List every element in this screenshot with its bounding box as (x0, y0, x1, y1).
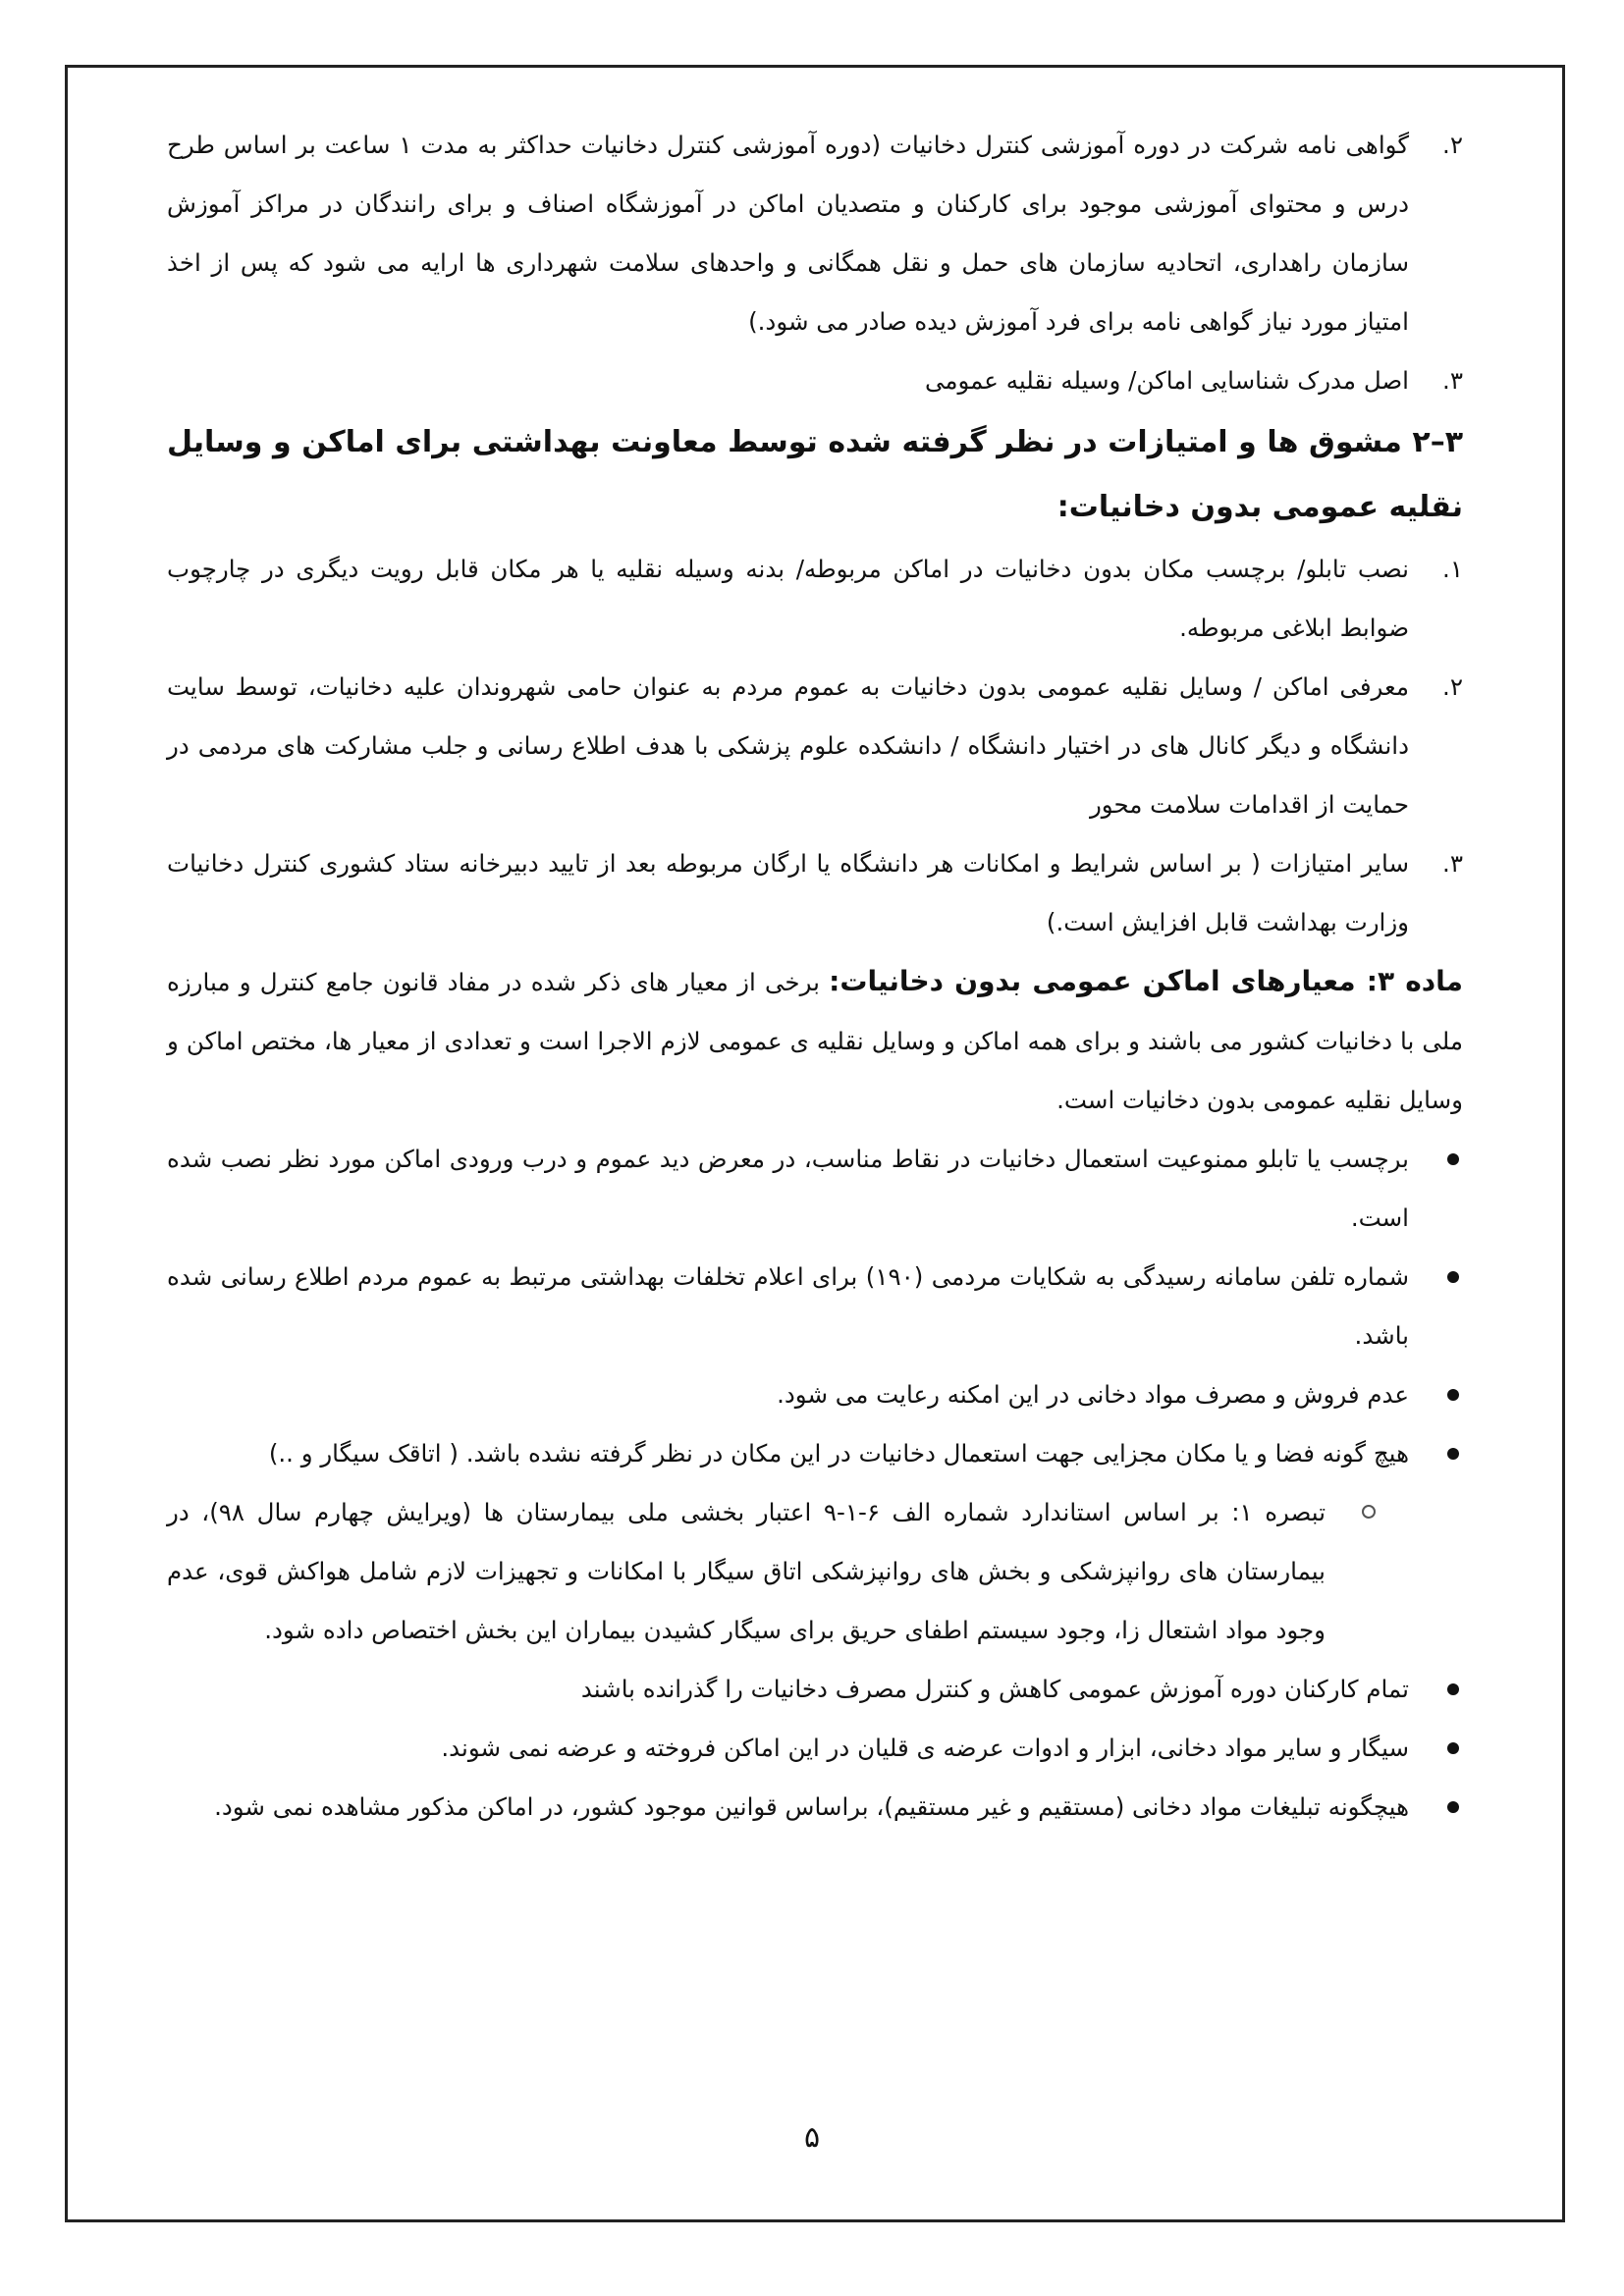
item-number: ۲. (1442, 672, 1463, 701)
bullet-text: هیچگونه تبلیغات مواد دخانی (مستقیم و غیر مستقیم)، براساس قوانین موجود کشور، در اماکن مذکور مشاهده نمی شود. (214, 1792, 1409, 1821)
document-body (167, 116, 1463, 1837)
item-text: سایر امتیازات ( بر اساس شرایط و امکانات هر دانشگاه یا ارگان مربوطه بعد از تایید دبیرخانه ستاد کشوری کنترل دخانیات وزارت بهداشت قابل افزایش است.) (167, 849, 1409, 936)
item-text: نصب تابلو/ برچسب مکان بدون دخانیات در اماکن مربوطه/ بدنه وسیله نقلیه یا هر مکان قابل رویت دیگری در چارچوب ضوابط ابلاغی مربوطه. (167, 555, 1409, 642)
bullet-icon (1447, 1448, 1459, 1460)
bullet-text: تمام کارکنان دوره آموزش عمومی کاهش و کنترل مصرف دخانیات را گذرانده باشند (580, 1675, 1409, 1703)
note-text: تبصره ۱: بر اساس استاندارد شماره الف ۶-۱-۹ اعتبار بخشی ملی بیمارستان ها (ویرایش چهارم سال ۹۸)، در بیمارستان های روانپزشکی و بخش های روانپزشکی اتاق سیگار با امکانات و تجهیزات لازم شامل هواکش قوی، عدم وجود مواد اشتعال زا، وجود سیستم اطفای حریق برای سیگار کشیدن بیماران این بخش اختصاص داده شود. (167, 1498, 1326, 1644)
prev-list-item-3 (167, 351, 1463, 410)
item-number: ۳. (1442, 849, 1463, 878)
prev-list-item-2 (167, 116, 1463, 351)
item-number: ۱. (1442, 555, 1463, 583)
bullet-text: هیچ گونه فضا و یا مکان مجزایی جهت استعمال دخانیات در این مکان در نظر گرفته نشده باشد. ( اتاقک سیگار و ..) (268, 1439, 1409, 1468)
section-heading-incentives: ۳–۲ مشوق ها و امتیازات در نظر گرفته شده توسط معاونت بهداشتی برای اماکن و وسایل نقلیه عمومی بدون دخانیات: (167, 425, 1463, 524)
bullet-icon (1447, 1801, 1459, 1813)
bullet-text: شماره تلفن سامانه رسیدگی به شکایات مردمی (۱۹۰) برای اعلام تخلفات بهداشتی مرتبط به عموم مردم اطلاع رسانی شده باشد. (167, 1262, 1409, 1350)
incentive-item-1 (167, 540, 1463, 658)
bullet-icon (1447, 1742, 1459, 1754)
circle-bullet-icon (1362, 1505, 1376, 1519)
item-text: اصل مدرک شناسایی اماکن/ وسیله نقلیه عمومی (924, 366, 1409, 395)
page-number: ۵ (803, 2120, 821, 2155)
bullet-text: سیگار و سایر مواد دخانی، ابزار و ادوات عرضه ی قلیان در این اماکن فروخته و عرضه نمی شوند. (441, 1734, 1409, 1762)
criteria-bullet (167, 1424, 1463, 1483)
item-text: گواهی نامه شرکت در دوره آموزشی کنترل دخانیات (دوره آموزشی کنترل دخانیات حداکثر به مدت ۱ ساعت بر اساس طرح درس و محتوای آموزشی موجود برای کارکنان و متصدیان اماکن در آموزشگاه اصناف و برای رانندگان در مراکز آموزش سازمان راهداری، اتحادیه سازمان های حمل و نقل همگانی و واحدهای سلامت شهرداری ها ارایه می شود که پس از اخذ امتیاز مورد نیاز گواهی نامه برای فرد آموزش دیده صادر می شود.) (167, 131, 1409, 336)
article-3-title: ماده ۳: معیارهای اماکن عمومی بدون دخانیات: (829, 965, 1463, 997)
criteria-bullet (167, 1719, 1463, 1778)
article-3-intro: برخی از معیار های ذکر شده در مفاد قانون جامع کنترل و مبارزه ملی با دخانیات کشور می باشند و برای همه اماکن و وسایل نقلیه ی عمومی لازم الاجرا است و تعدادی از معیار ها، مختص اماکن و وسایل نقلیه عمومی بدون دخانیات است. (167, 968, 1463, 1114)
criteria-bullet (167, 1778, 1463, 1837)
criteria-bullet (167, 1248, 1463, 1365)
incentive-item-2 (167, 658, 1463, 834)
criteria-bullet (167, 1365, 1463, 1424)
note-item (167, 1483, 1380, 1660)
item-number: ۲. (1442, 131, 1463, 159)
bullet-icon (1447, 1683, 1459, 1695)
criteria-bullet (167, 1130, 1463, 1248)
bullet-text: برچسب یا تابلو ممنوعیت استعمال دخانیات در نقاط مناسب، در معرض دید عموم و درب ورودی اماکن مورد نظر نصب شده است. (167, 1145, 1409, 1232)
bullet-text: عدم فروش و مصرف مواد دخانی در این امکنه رعایت می شود. (777, 1380, 1409, 1409)
bullet-icon (1447, 1389, 1459, 1401)
item-number: ۳. (1442, 366, 1463, 395)
bullet-icon (1447, 1153, 1459, 1165)
bullet-icon (1447, 1271, 1459, 1283)
criteria-bullet (167, 1660, 1463, 1719)
incentive-item-3 (167, 834, 1463, 952)
item-text: معرفی اماکن / وسایل نقلیه عمومی بدون دخانیات به عموم مردم به عنوان حامی شهروندان علیه دخانیات، توسط سایت دانشگاه و دیگر کانال های در اختیار دانشگاه / دانشکده علوم پزشکی با هدف اطلاع رسانی و جلب مشارکت های مردمی در حمایت از اقدامات سلامت محور (167, 672, 1409, 819)
article-3-paragraph (167, 952, 1463, 1130)
